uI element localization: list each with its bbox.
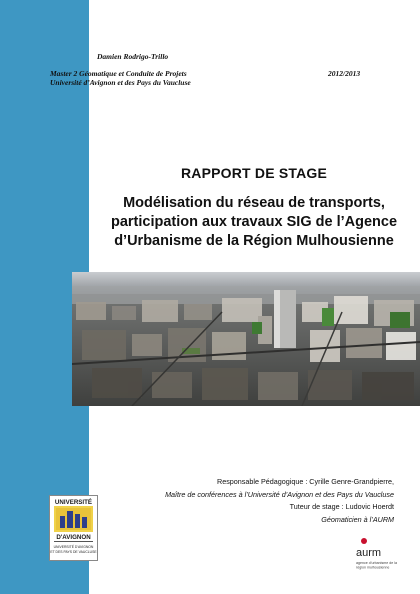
logo-caption-1: UNIVERSITÉ D'AVIGNON [53, 545, 94, 549]
subtitle-line-3: d’Urbanisme de la Région Mulhousienne [114, 233, 394, 249]
university-name: Université d’Avignon et des Pays du Vaucluse [50, 78, 191, 87]
report-subtitle [96, 194, 412, 251]
author-name: Damien Rodrigo-Trillo [97, 52, 169, 61]
academic-supervisor: Responsable Pédagogique : Cyrille Genre-Grandpierre, [217, 477, 394, 486]
subtitle-line-1: Modélisation du réseau de transports, [123, 195, 385, 211]
university-avignon-logo [49, 495, 98, 561]
subtitle-line-2: participation aux travaux SIG de l’Agence [110, 214, 398, 230]
aerial-city-photo [72, 272, 420, 406]
aurm-caption-1: agence d'urbanisme de la [356, 561, 398, 565]
academic-supervisor-title: Maître de conférences à l’Université d’Avignon et des Pays du Vaucluse [165, 489, 394, 499]
supervisors-block [165, 476, 394, 526]
internship-tutor: Tuteur de stage : Ludovic Hoerdt [289, 502, 394, 511]
master-program: Master 2 Géomatique et Conduite de Projets [50, 69, 187, 78]
logo-avignon-word: D'AVIGNON [56, 534, 91, 541]
internship-tutor-title: Géomaticien à l’AURM [321, 514, 394, 524]
aurm-caption-2: région mulhousienne [356, 565, 390, 570]
report-type-title: RAPPORT DE STAGE [180, 165, 328, 181]
aurm-wordmark: aurm [356, 547, 382, 559]
title-block [96, 165, 412, 251]
logo-university-word: UNIVERSITÉ [54, 499, 93, 506]
logo-caption-2: ET DES PAYS DE VAUCLUSE [50, 550, 97, 554]
aurm-logo [354, 536, 404, 574]
academic-year: 2012/2013 [328, 69, 361, 78]
